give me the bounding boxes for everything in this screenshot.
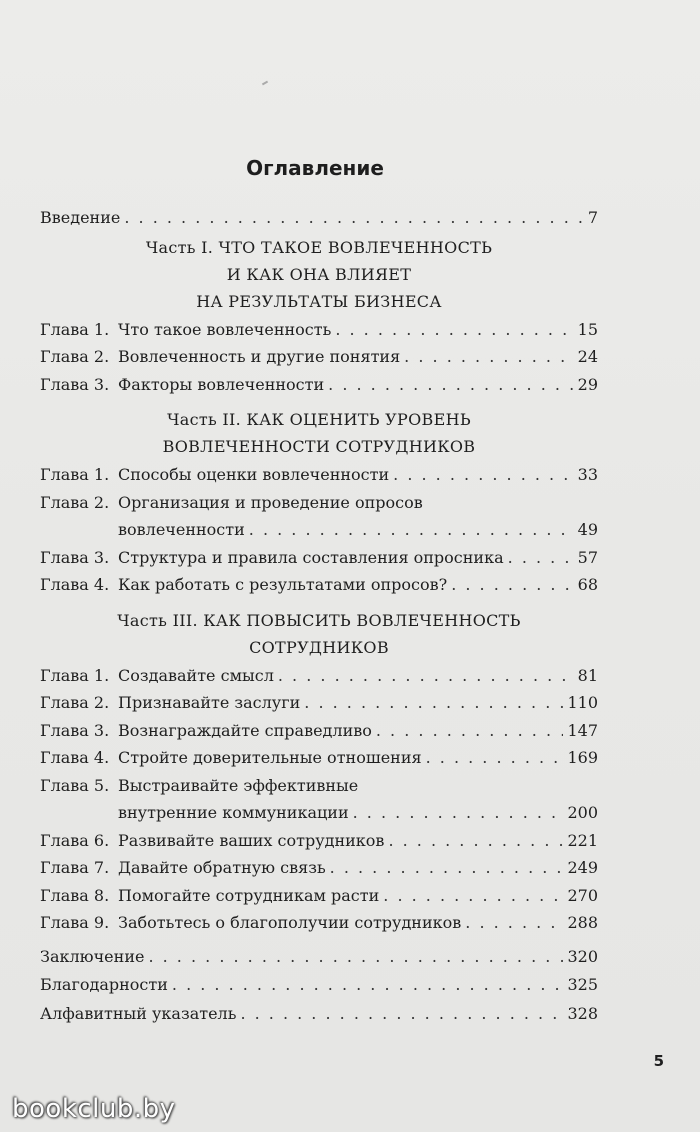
entry-page: 169 [567, 748, 598, 767]
entry-label [40, 882, 379, 910]
chapter-title: Стройте доверительные отношения [118, 748, 422, 767]
toc-entry-chapter[interactable] [40, 461, 598, 489]
leader-dots [335, 316, 573, 344]
entry-label: внутренние коммуникации [118, 803, 349, 822]
part-heading[interactable] [40, 607, 598, 661]
entry-label [40, 744, 422, 772]
toc-entry-chapter[interactable] [40, 571, 598, 599]
part-heading-line: ВОВЛЕЧЕННОСТИ СОТРУДНИКОВ [162, 437, 476, 456]
leader-dots [465, 909, 563, 937]
chapter-prefix: Глава 4. [40, 575, 110, 594]
chapter-prefix: Глава 3. [40, 547, 110, 567]
toc-entry-backmatter[interactable] [40, 971, 598, 999]
leader-dots [328, 371, 574, 399]
entry-page: 221 [567, 830, 598, 850]
entry-label: Благодарности [40, 975, 168, 994]
chapter-title: Вовлеченность и другие понятия [118, 347, 401, 366]
entry-page: 7 [587, 208, 598, 227]
leader-dots [383, 882, 563, 910]
toc-entry-chapter[interactable] [40, 489, 598, 517]
chapter-title: Организация и проведение опросов [118, 492, 423, 512]
chapter-prefix: Глава 3. [40, 720, 110, 740]
leader-dots [508, 544, 574, 572]
chapter-title: Структура и правила составления опросника [118, 547, 504, 567]
toc-entry-chapter[interactable] [40, 744, 598, 772]
chapter-title: Помогайте сотрудникам расти [118, 885, 380, 905]
entry-page: 288 [567, 913, 598, 932]
part-heading-line: СОТРУДНИКОВ [249, 637, 389, 657]
entry-label [40, 371, 324, 399]
entry-label [40, 662, 274, 690]
entry-page: 24 [577, 347, 598, 366]
chapter-title: Вознаграждайте справедливо [118, 720, 372, 740]
toc-entry-chapter[interactable] [40, 689, 598, 717]
parts-list [40, 234, 598, 943]
leader-dots [124, 204, 583, 232]
entry-page: 200 [567, 803, 598, 822]
entry-label: вовлеченности [118, 520, 245, 539]
leader-dots [249, 516, 574, 544]
toc-entry-chapter[interactable] [40, 662, 598, 690]
entry-label [40, 689, 300, 717]
table-of-contents [40, 204, 598, 1028]
entry-page: 81 [577, 665, 598, 685]
toc-entry-chapter[interactable] [40, 717, 598, 745]
entry-label [40, 343, 400, 371]
chapter-title: Признавайте заслуги [118, 693, 301, 712]
part-heading[interactable] [40, 234, 598, 315]
entry-page: 249 [567, 858, 598, 877]
watermark-logo: bookclub.by [12, 1094, 176, 1124]
chapter-prefix: Глава 8. [40, 885, 110, 905]
toc-entry-chapter[interactable] [40, 316, 598, 344]
chapter-prefix: Глава 1. [40, 465, 110, 484]
toc-entry-chapter-cont[interactable] [40, 516, 598, 544]
entry-label: Введение [40, 208, 121, 227]
entry-page: 320 [567, 946, 598, 966]
entry-page: 328 [567, 1003, 598, 1023]
toc-entry-chapter[interactable] [40, 343, 598, 371]
entry-label [40, 909, 461, 937]
entry-page: 147 [567, 720, 598, 740]
entry-label: Алфавитный указатель [40, 1003, 237, 1023]
chapter-prefix: Глава 1. [40, 665, 110, 685]
backmatter-list [40, 943, 598, 1028]
chapter-title: Развивайте ваших сотрудников [118, 830, 385, 850]
toc-entry-chapter[interactable] [40, 827, 598, 855]
leader-dots [148, 943, 563, 971]
leader-dots [404, 343, 573, 371]
toc-entry-intro[interactable] [40, 204, 598, 232]
leader-dots [426, 744, 564, 772]
entry-label [40, 544, 504, 572]
chapter-prefix: Глава 5. [40, 775, 110, 795]
part-heading-line: Часть II. КАК ОЦЕНИТЬ УРОВЕНЬ [167, 410, 471, 429]
chapter-prefix: Глава 1. [40, 319, 110, 339]
part-heading-line: НА РЕЗУЛЬТАТЫ БИЗНЕСА [196, 291, 442, 311]
entry-page: 33 [577, 465, 598, 484]
chapter-prefix: Глава 2. [40, 693, 110, 712]
part-heading-line: Часть I. ЧТО ТАКОЕ ВОВЛЕЧЕННОСТЬ [145, 237, 493, 257]
chapter-title: Способы оценки вовлеченности [118, 465, 390, 484]
toc-entry-backmatter[interactable] [40, 1000, 598, 1028]
chapter-prefix: Глава 9. [40, 913, 110, 932]
chapter-title: Как работать с результатами опросов? [118, 575, 448, 594]
toc-entry-chapter[interactable] [40, 882, 598, 910]
part-heading[interactable] [40, 406, 598, 460]
entry-label [40, 316, 331, 344]
leader-dots [240, 1000, 563, 1028]
chapter-prefix: Глава 6. [40, 830, 110, 850]
entry-page: 57 [577, 547, 598, 567]
chapter-prefix: Глава 2. [40, 347, 110, 366]
page-number: 5 [653, 1052, 664, 1070]
toc-entry-chapter[interactable] [40, 909, 598, 937]
leader-dots [388, 827, 563, 855]
chapter-prefix: Глава 4. [40, 748, 110, 767]
spacer [40, 398, 598, 404]
entry-page: 68 [577, 575, 598, 594]
chapter-title: Факторы вовлеченности [118, 374, 325, 394]
part-heading-line: Часть III. КАК ПОВЫСИТЬ ВОВЛЕЧЕННОСТЬ [117, 610, 521, 630]
leader-dots [304, 689, 563, 717]
entry-page: 110 [567, 693, 598, 712]
leader-dots [330, 854, 564, 882]
toc-entry-chapter[interactable] [40, 854, 598, 882]
toc-entry-chapter[interactable] [40, 544, 598, 572]
entry-page: 29 [577, 374, 598, 394]
chapter-title: Что такое вовлеченность [118, 319, 332, 339]
toc-title: Оглавление [246, 156, 384, 180]
leader-dots [376, 717, 564, 745]
chapter-prefix: Глава 2. [40, 492, 110, 512]
chapter-prefix: Глава 3. [40, 374, 110, 394]
entry-label [40, 854, 326, 882]
entry-label [40, 717, 372, 745]
entry-label: Заключение [40, 946, 145, 966]
entry-page: 325 [567, 975, 598, 994]
spacer [40, 599, 598, 605]
leader-dots [451, 571, 573, 599]
chapter-title: Выстраивайте эффективные [118, 775, 359, 795]
part-heading-line: И КАК ОНА ВЛИЯЕТ [226, 264, 412, 284]
leader-dots [278, 662, 574, 690]
toc-entry-chapter[interactable] [40, 772, 598, 800]
entry-label [40, 571, 447, 599]
chapter-title: Создавайте смысл [118, 665, 274, 685]
entry-label [40, 827, 384, 855]
leader-dots [172, 971, 564, 999]
leader-dots [353, 799, 564, 827]
ink-speck [262, 81, 268, 86]
chapter-title: Заботьтесь о благополучии сотрудников [118, 913, 462, 932]
toc-entry-chapter[interactable] [40, 371, 598, 399]
entry-label [40, 461, 389, 489]
chapter-prefix: Глава 7. [40, 858, 110, 877]
chapter-title: Давайте обратную связь [118, 858, 326, 877]
entry-page: 270 [567, 885, 598, 905]
entry-page: 15 [577, 319, 598, 339]
toc-entry-chapter-cont[interactable] [40, 799, 598, 827]
entry-page: 49 [577, 520, 598, 539]
leader-dots [393, 461, 573, 489]
toc-entry-backmatter[interactable] [40, 943, 598, 971]
